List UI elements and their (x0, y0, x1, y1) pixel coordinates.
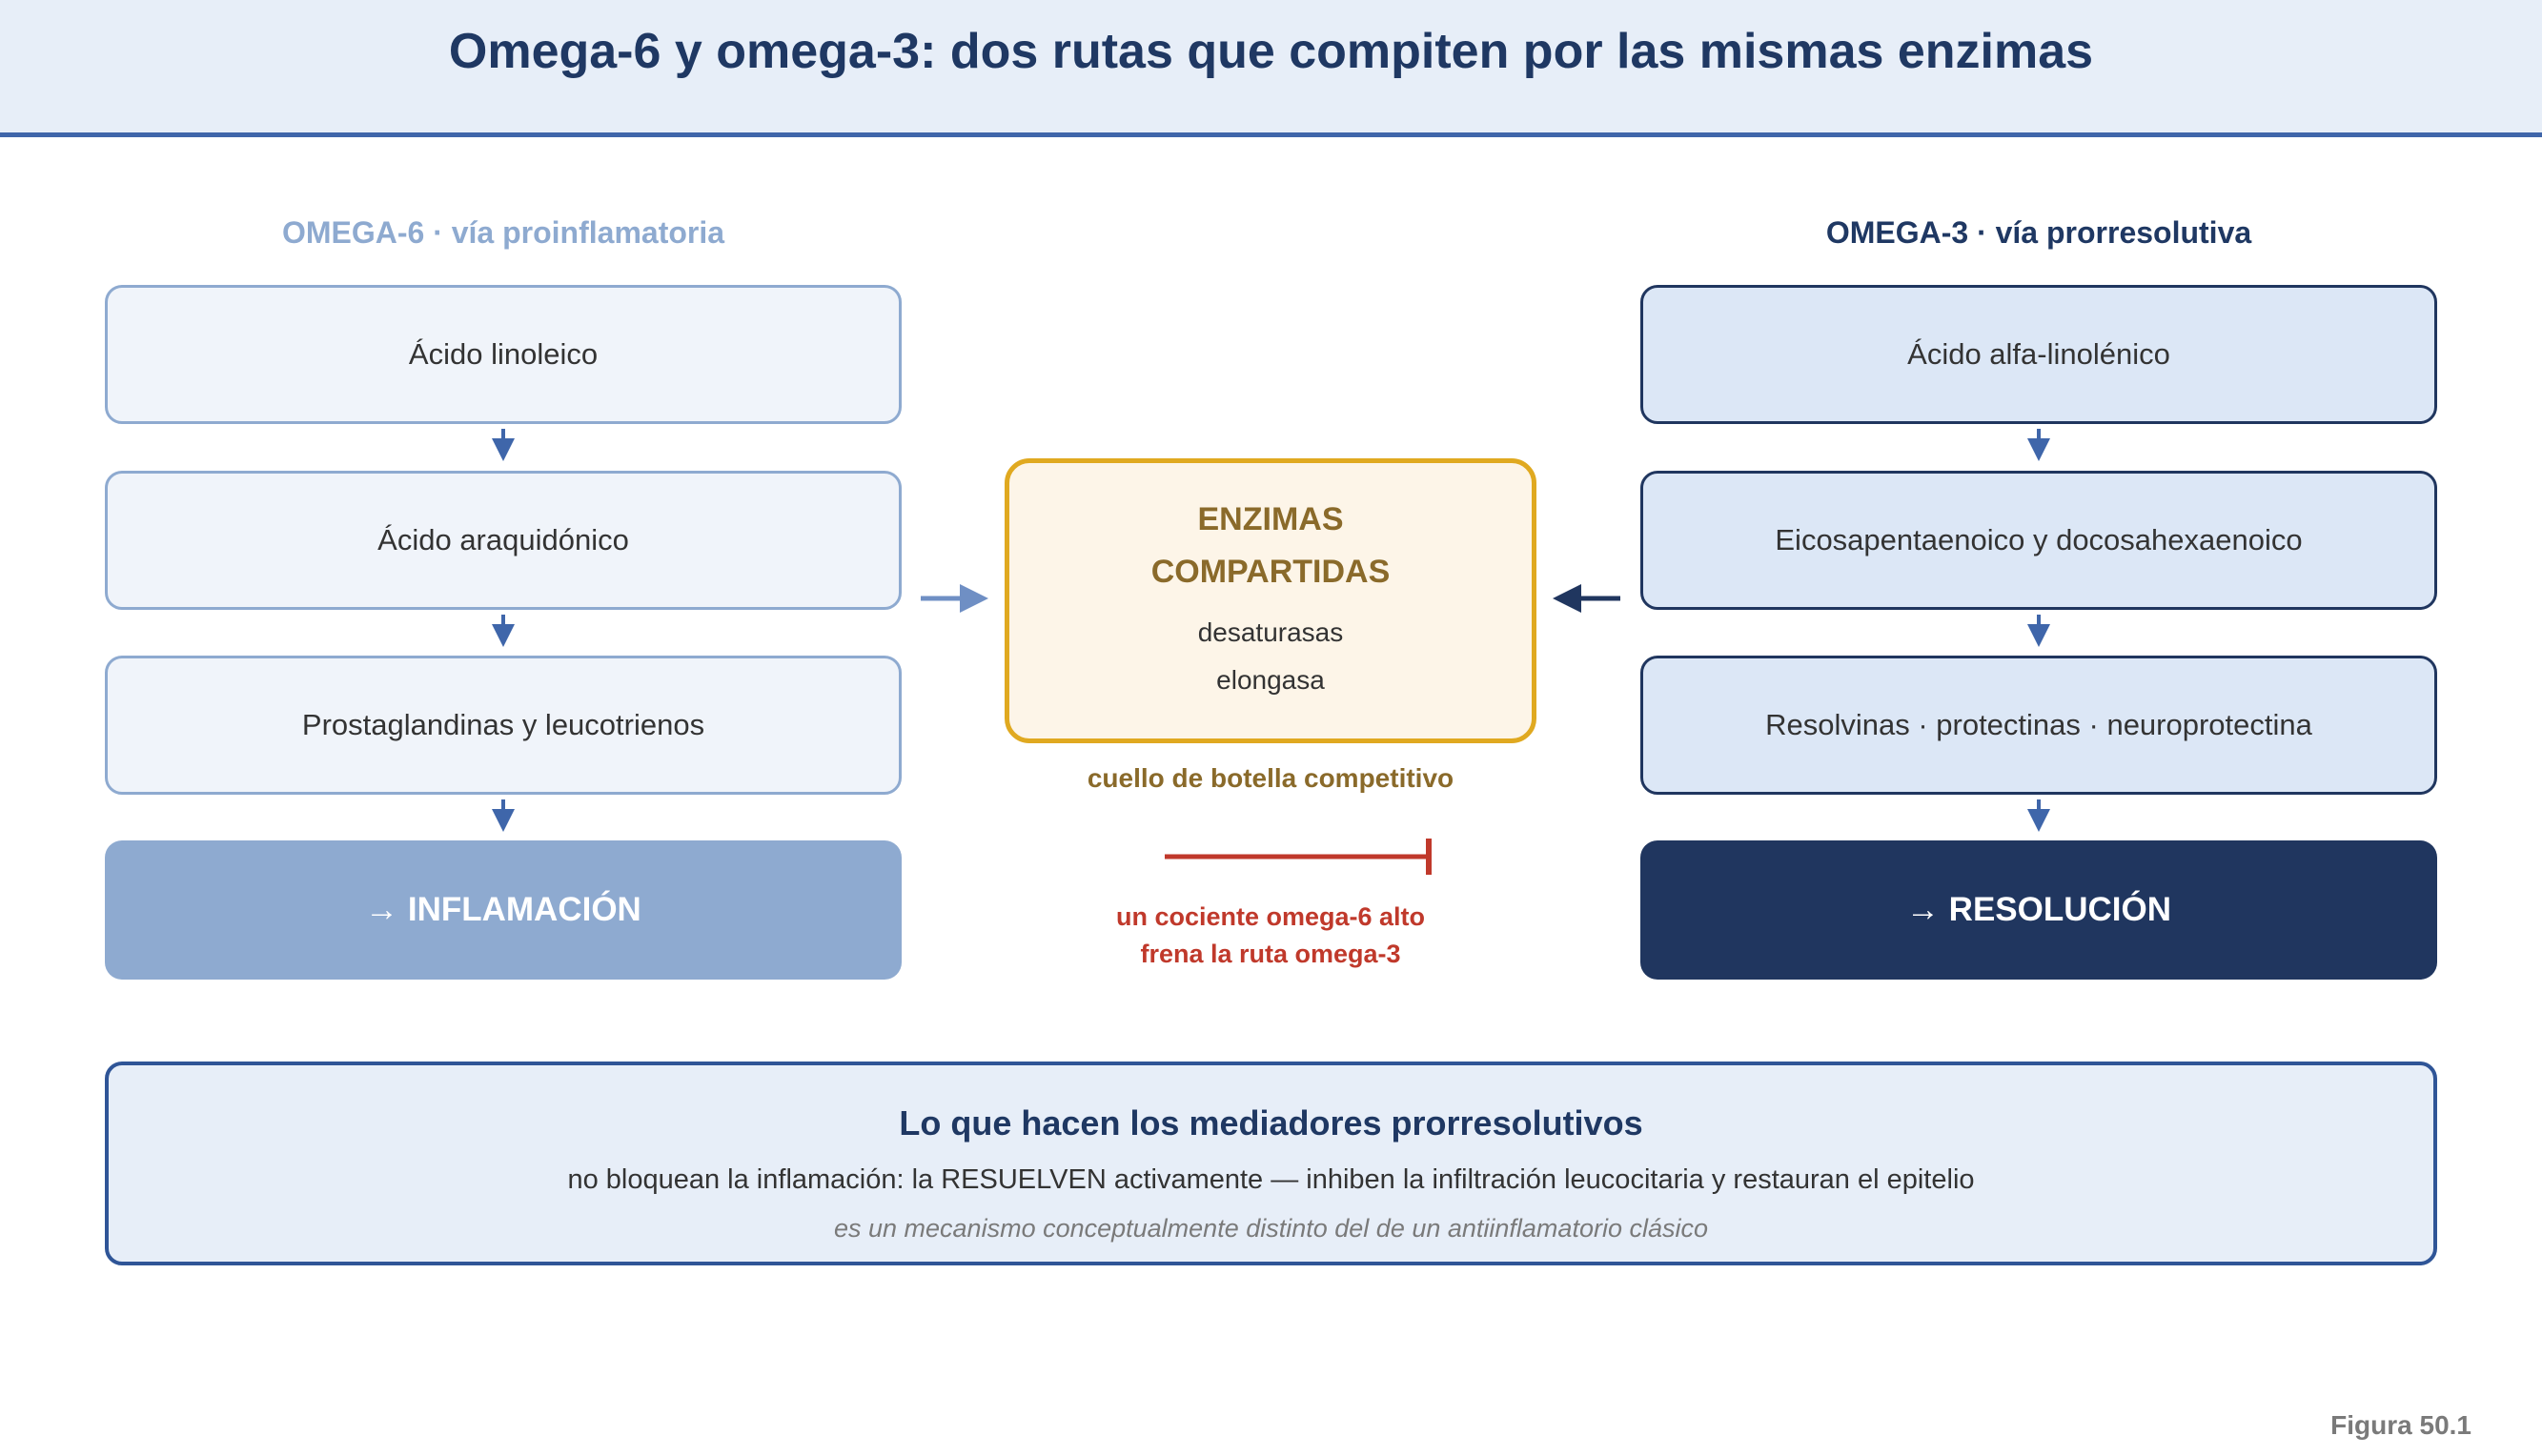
omega3-step-resolvins: Resolvinas · protectinas · neuroprotectina (1640, 656, 2437, 795)
omega3-heading: OMEGA-3 · vía prorresolutiva (1825, 215, 2252, 250)
omega3-step-epa-dha: Eicosapentaenoico y docosahexaenoico (1640, 471, 2437, 610)
omega6-step-prostaglandins: Prostaglandinas y leucotrienos (105, 656, 902, 795)
page-title: Omega-6 y omega-3: dos rutas que compiten por las mismas enzimas (448, 24, 2094, 79)
figure-label: Figura 50.1 (2330, 1410, 2471, 1440)
omega6-step-arachidonic: Ácido araquidónico (105, 471, 902, 610)
summary-text: no bloquean la inflamación: la RESUELVEN activamente — inhiben la infiltración leucocitaria y restauran el epitelio (567, 1164, 1975, 1195)
summary-title: Lo que hacen los mediadores prorresolutivos (899, 1103, 1643, 1143)
bottleneck-caption: cuello de botella competitivo (1087, 763, 1454, 793)
summary-note: es un mecanismo conceptualmente distinto del de un antiinflamatorio clásico (833, 1214, 1708, 1243)
summary-box (105, 1062, 2437, 1265)
enzymes-title-line2: COMPARTIDAS (1150, 554, 1391, 590)
omega3-step-alpha-linolenic: Ácido alfa-linolénico (1640, 285, 2437, 424)
omega6-outcome-inflammation: → INFLAMACIÓN (105, 840, 902, 980)
omega3-outcome-resolution: → RESOLUCIÓN (1640, 840, 2437, 980)
inhibition-text-line2: frena la ruta omega-3 (1140, 940, 1401, 968)
enzyme-desaturases: desaturasas (1197, 617, 1344, 647)
omega6-heading: OMEGA-6 · vía proinflamatoria (281, 215, 725, 250)
omega6-step-linoleic: Ácido linoleico (105, 285, 902, 424)
enzyme-elongase: elongasa (1216, 665, 1325, 695)
enzymes-title-line1: ENZIMAS (1197, 501, 1344, 537)
inhibition-text-line1: un cociente omega-6 alto (1115, 902, 1426, 931)
